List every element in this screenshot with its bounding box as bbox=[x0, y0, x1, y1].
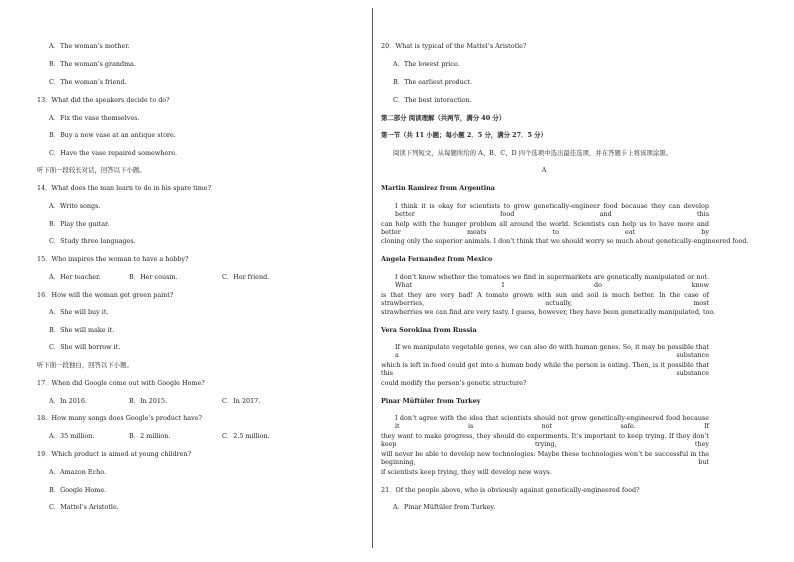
speaker-name-4: Pinar Müftüler from Turkey bbox=[381, 397, 481, 405]
paragraph-3-line-3: could modify the person’s genetic structure? bbox=[381, 379, 527, 387]
reading-directions: 阅读下列短文，从每题所给的 A、B、C、D 四个选项中选出最佳选项，并在答题卡上将该项涂黑。 bbox=[393, 149, 673, 157]
q19-option-a: A．Amazon Echo. bbox=[49, 468, 106, 476]
q20-option-c: C．The best interaction. bbox=[393, 96, 472, 104]
q12-option-b: B．The woman’s grandma. bbox=[49, 60, 136, 68]
q14-option-c: C．Study three languages. bbox=[49, 237, 136, 245]
question-19: 19．Which product is aimed at young children? bbox=[37, 450, 192, 458]
q14-option-b: B．Play the guitar. bbox=[49, 220, 110, 228]
q17-option-b: B．In 2015. bbox=[129, 397, 168, 405]
paragraph-2-line-3: strawberries we can find are very tasty. I guess, however, they have been genetically manipulated, too. bbox=[381, 308, 716, 316]
question-14: 14．What does the man learn to do in his spare time? bbox=[37, 184, 212, 192]
listening-instruction-2: 听下面一段独白，回答以下小题。 bbox=[37, 361, 133, 369]
q21-option-a: A．Pinar Müftüler from Turkey. bbox=[393, 503, 496, 511]
q15-option-c: C．Her friend. bbox=[222, 273, 270, 281]
paragraph-3-line-2: which is left in food could get into a human body while the person is eating. Then, is it possible that this substance bbox=[381, 361, 709, 377]
q17-option-a: A．In 2016. bbox=[49, 397, 87, 405]
column-divider bbox=[372, 8, 373, 548]
q16-option-b: B．She will make it. bbox=[49, 326, 115, 334]
q18-option-c: C．2.5 million. bbox=[222, 432, 270, 440]
q13-option-b: B．Buy a new vase at an antique store. bbox=[49, 131, 176, 139]
question-16: 16．How will the woman get green paint? bbox=[37, 291, 174, 299]
q19-option-c: C．Mattel’s Aristotle. bbox=[49, 503, 119, 511]
q18-option-b: B．2 million. bbox=[129, 432, 171, 440]
paragraph-1-line-2: can help with the hunger problem all around the world. Scientists can help us to have more and better meats to eat by bbox=[381, 220, 709, 236]
q15-option-a: A．Her teacher. bbox=[49, 273, 101, 281]
q12-option-c: C．The woman’s friend. bbox=[49, 78, 127, 86]
paragraph-4-line-3: will never be able to develop new technologies. Maybe these technologies won’t be successful in the beginning, but bbox=[381, 450, 709, 466]
paragraph-1-line-3: cloning only the superior animals. I don’t think that we should worry so much about genetically-engineered food. bbox=[381, 237, 749, 245]
q20-option-a: A．The lowest price. bbox=[393, 60, 460, 68]
paragraph-4-line-4: if scientists keep trying, they will develop new ways. bbox=[381, 468, 552, 476]
question-20: 20．What is typical of the Mattel’s Aristotle? bbox=[381, 42, 527, 50]
q18-option-a: A．35 million. bbox=[49, 432, 95, 440]
paragraph-3-line-1: If we manipulate vegetable genes, we can also do with human genes. So, it may be possible that a substance bbox=[395, 343, 709, 359]
q13-option-a: A．Fix the vase themselves. bbox=[49, 114, 140, 122]
paragraph-2-line-1: I don’t know whether the tomatoes we find in supermarkets are genetically manipulated or not. What I do know bbox=[395, 273, 709, 289]
question-15: 15．Who inspires the woman to have a hobby? bbox=[37, 255, 189, 263]
q16-option-a: A．She will buy it. bbox=[49, 308, 109, 316]
question-13: 13．What did the speakers decide to do? bbox=[37, 96, 170, 104]
section-1-heading: 第一节（共 11 小题；每小题 2．5 分，满分 27．5 分） bbox=[381, 131, 547, 139]
speaker-name-1: Martin Ramirez from Argentina bbox=[381, 184, 495, 192]
part-2-heading: 第二部分 阅读理解（共两节，满分 40 分） bbox=[381, 114, 506, 122]
passage-label: A bbox=[541, 166, 547, 174]
paragraph-1-line-1: I think it is okay for scientists to grow genetically-engineer food because they can develop better food and this bbox=[395, 202, 709, 218]
paragraph-4-line-2: they want to make progress, they should do experiments. It’s important to keep trying. If they don’t keep trying, they bbox=[381, 432, 709, 448]
q13-option-c: C．Have the vase repaired somewhere. bbox=[49, 149, 178, 157]
question-18: 18．How many songs does Google’s product have? bbox=[37, 414, 202, 422]
q12-option-a: A．The woman’s mother. bbox=[49, 42, 130, 50]
q16-option-c: C．She will borrow it. bbox=[49, 343, 121, 351]
question-17: 17．When did Google come out with Google Home? bbox=[37, 379, 205, 387]
paragraph-2-line-2: is that they are very bad! A tomato grown with sun and soil is much better. In the case of strawberries, actually, most bbox=[381, 291, 709, 307]
speaker-name-3: Vera Sorokina from Russia bbox=[381, 326, 477, 334]
question-21: 21．Of the people above, who is obviously against genetically-engineered food? bbox=[381, 486, 640, 494]
q20-option-b: B．The earliest product. bbox=[393, 78, 473, 86]
paragraph-4-line-1: I don’t agree with the idea that scientists should not grow genetically-engineered food because it is not safe. If bbox=[395, 414, 709, 430]
listening-instruction-1: 听下面一段较长对话，回答以下小题。 bbox=[37, 166, 146, 174]
q15-option-b: B．Her cousin. bbox=[129, 273, 178, 281]
q17-option-c: C．In 2017. bbox=[222, 397, 261, 405]
q14-option-a: A．Write songs. bbox=[49, 202, 101, 210]
q19-option-b: B．Google Home. bbox=[49, 486, 107, 494]
speaker-name-2: Angela Fernandez from Mexico bbox=[381, 255, 493, 263]
